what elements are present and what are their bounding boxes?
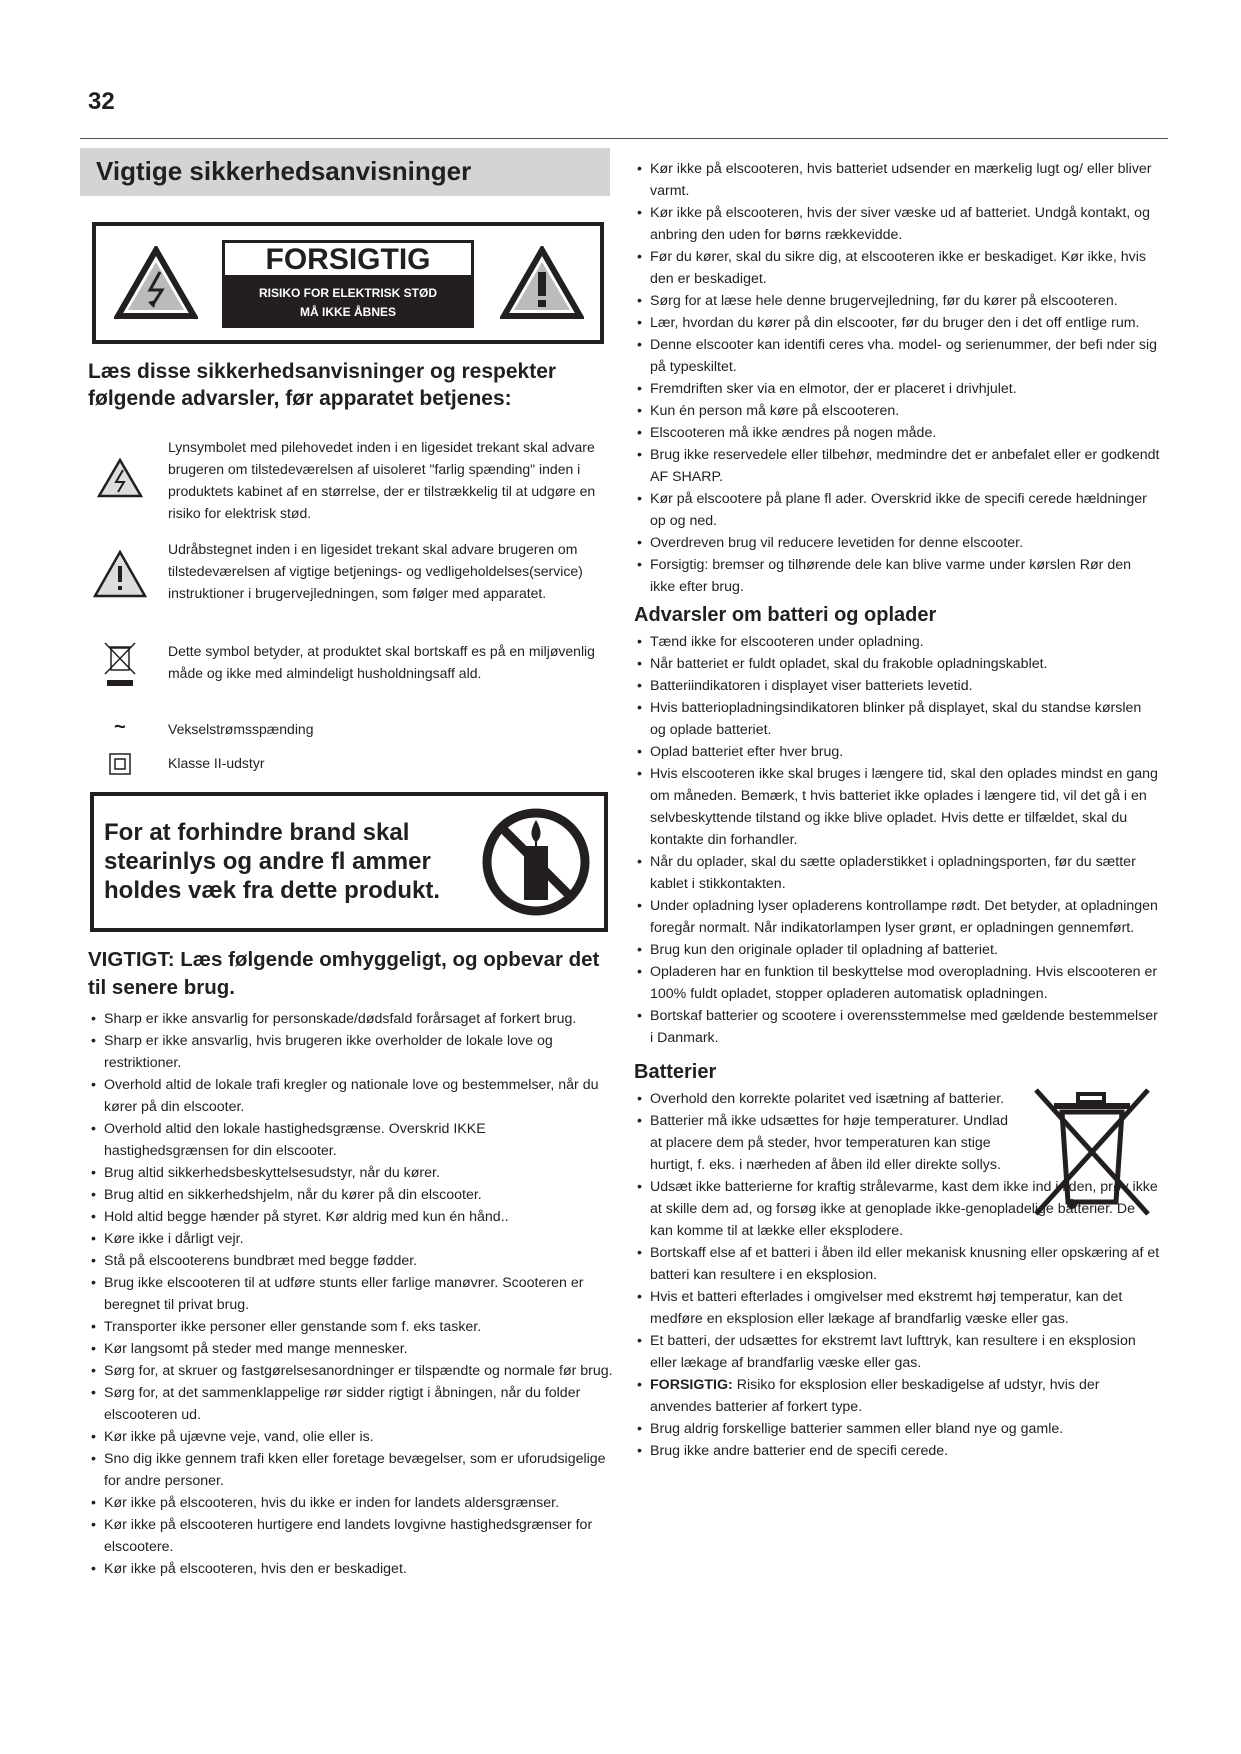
battery-charger-list <box>634 631 1160 1049</box>
list-item: • Køre ikke i dårligt vejr. <box>88 1228 614 1250</box>
list-item: • Batteriindikatoren i displayet viser batteriets levetid. <box>634 675 1160 697</box>
title-bar <box>80 148 610 196</box>
list-item: • Kør ikke på elscooteren, hvis batteriet udsender en mærkelig lugt og/ eller bliver varmt. <box>634 158 1160 202</box>
list-item: • Før du kører, skal du sikre dig, at elscooteren ikke er beskadiget. Kør ikke, hvis den er beskadiget. <box>634 246 1160 290</box>
list-item: • Kør på elscootere på plane fl ader. Overskrid ikke de specifi cerede hældninger op og ned. <box>634 488 1160 532</box>
list-item: • Et batteri, der udsættes for ekstremt lavt lufttryk, kan resultere i en eksplosion eller lækage af brandfarlig væske eller gas. <box>634 1330 1160 1374</box>
symbol-row <box>92 640 612 710</box>
batteries-heading: Batterier <box>634 1061 717 1083</box>
list-item: • Overhold altid de lokale trafi kregler og nationale love og bestemmelser, når du kører på din elscooter. <box>88 1074 614 1118</box>
symbol-text: Dette symbol betyder, at produktet skal bortskaff es på en miljøvenlig måde og ikke med almindeligt husholdningsaff ald. <box>168 643 595 681</box>
symbol-row <box>92 436 612 526</box>
battery-charger-heading: Advarsler om batteri og oplader <box>634 604 937 626</box>
list-item: • Fremdriften sker via en elmotor, der er placeret i drivhjulet. <box>634 378 1160 400</box>
list-item: • Kør ikke på elscooteren, hvis den er beskadiget. <box>88 1558 614 1580</box>
important-section <box>88 946 614 1580</box>
list-item: • Tænd ikke for elscooteren under opladning. <box>634 631 1160 653</box>
class-ii-icon <box>92 753 148 781</box>
list-item: • Oplad batteriet efter hver brug. <box>634 741 1160 763</box>
list-item: • Udsæt ikke batterierne for kraftig strålevarme, kast dem ikke ind i ilden, prøv ikke at skille dem ad, og forsøg ikke at genoplade ikke-genopladelige batterier. De kan komme til at lække eller eksplodere. <box>634 1176 1160 1242</box>
list-item: • Når batteriet er fuldt opladet, skal du frakoble opladningskablet. <box>634 653 1160 675</box>
symbol-row <box>92 718 612 742</box>
list-item: • Overhold den korrekte polaritet ved isætning af batterier. <box>634 1088 1160 1110</box>
exclamation-triangle-icon <box>92 550 148 604</box>
batteries-list-end <box>634 1418 1160 1462</box>
list-item: • Kør ikke på elscooteren hurtigere end landets lovgivne hastighedsgrænser for elscootere. <box>88 1514 614 1558</box>
header-rule <box>80 138 1168 139</box>
warning-text-block <box>222 240 474 332</box>
list-item: • Denne elscooter kan identifi ceres vha. model- og serienummer, der befi nder sig på typeskiltet. <box>634 334 1160 378</box>
list-item: • Hvis batteriopladningsindikatoren blinker på displayet, skal du standse kørslen og oplade batteriet. <box>634 697 1160 741</box>
lightning-triangle-icon <box>92 458 148 504</box>
list-item: • Sørg for at læse hele denne brugervejledning, før du kører på elscooteren. <box>634 290 1160 312</box>
page-title: Vigtige sikkerhedsanvisninger <box>96 156 472 186</box>
batteries-list <box>634 1088 1160 1374</box>
warning-label <box>92 222 604 344</box>
list-item: • Batterier må ikke udsættes for høje temperaturer. Undlad at placere dem på steder, hvor temperaturen kan stige hurtigt, f. eks. i nærheden af åben ild eller direkte sollys. <box>634 1110 1160 1176</box>
important-heading: VIGTIGT: Læs følgende omhyggeligt, og opbevar det til senere brug. <box>88 948 600 999</box>
symbol-row <box>92 752 612 778</box>
list-item: • Lær, hvordan du kører på din elscooter, før du bruger den i det off entlige rum. <box>634 312 1160 334</box>
list-item: • Når du oplader, skal du sætte opladerstikket i opladningsporten, før du sætter kablet i stikkontakten. <box>634 851 1160 895</box>
caution-text: Risiko for eksplosion eller beskadigelse af udstyr, hvis der anvendes batterier af forkert type. <box>650 1377 1100 1415</box>
warning-line2: MÅ IKKE ÅBNES <box>299 305 396 319</box>
right-column <box>634 158 1160 1462</box>
list-item: • Kør ikke på elscooteren, hvis der siver væske ud af batteriet. Undgå kontakt, og anbring den uden for børns rækkevidde. <box>634 202 1160 246</box>
list-item: • Brug ikke reservedele eller tilbehør, medmindre det er anbefalet eller er godkendt AF SHARP. <box>634 444 1160 488</box>
list-item: • Hvis elscooteren ikke skal bruges i længere tid, skal den oplades mindst en gang om måneden. Bemærk, t hvis batteriet ikke oplades i længere tid, vil det gå i en selvbeskyttende tilstand og ikke blive opladet. Hvis dette er tilfældet, skal du kontakte din forhandler. <box>634 763 1160 851</box>
batteries-block <box>634 1088 1160 1462</box>
warning-line1: RISIKO FOR ELEKTRISK STØD <box>258 286 437 300</box>
safety-list <box>634 158 1160 598</box>
list-item: • Brug altid sikkerhedsbeskyttelsesudstyr, når du kører. <box>88 1162 614 1184</box>
list-item: • Elscooteren må ikke ændres på nogen måde. <box>634 422 1160 444</box>
caution-label: FORSIGTIG: <box>650 1377 733 1393</box>
intro-heading: Læs disse sikkerhedsanvisninger og respekter følgende advarsler, før apparatet betjenes: <box>88 360 557 410</box>
crossed-bin-icon <box>92 640 148 696</box>
list-item: • Transporter ikke personer eller genstande som f. eks tasker. <box>88 1316 614 1338</box>
fire-warning-box <box>90 792 608 932</box>
list-item: • Brug ikke elscooteren til at udføre stunts eller farlige manøvrer. Scooteren er beregnet til privat brug. <box>88 1272 614 1316</box>
safety-list <box>88 1008 614 1580</box>
list-item: • Brug altid en sikkerhedshjelm, når du kører på din elscooter. <box>88 1184 614 1206</box>
list-item: • Overdreven brug vil reducere levetiden for denne elscooter. <box>634 532 1160 554</box>
list-item: • Hold altid begge hænder på styret. Kør aldrig med kun én hånd.. <box>88 1206 614 1228</box>
warning-heading: FORSIGTIG <box>222 240 474 278</box>
list-item: • Opladeren har en funktion til beskyttelse mod overopladning. Hvis elscooteren er 100% fuldt opladet, stopper opladeren automatisk opladningen. <box>634 961 1160 1005</box>
list-item: • Forsigtig: bremser og tilhørende dele kan blive varme under kørslen Rør den ikke efter brug. <box>634 554 1160 598</box>
symbol-row <box>92 538 612 628</box>
list-item: • Kun én person må køre på elscooteren. <box>634 400 1160 422</box>
ac-icon: ~ <box>114 716 126 738</box>
exclamation-triangle-icon <box>500 246 584 320</box>
list-item: • Brug aldrig forskellige batterier sammen eller bland nye og gamle. <box>634 1418 1160 1440</box>
list-item <box>634 1374 1160 1418</box>
list-item: • Bortskaf batterier og scootere i overensstemmelse med gældende bestemmelser i Danmark. <box>634 1005 1160 1049</box>
list-item: • Hvis et batteri efterlades i omgivelser med ekstremt høj temperatur, kan det medføre en eksplosion eller lækage af brandfarlig væske eller gas. <box>634 1286 1160 1330</box>
list-item: • Overhold altid den lokale hastighedsgrænse. Overskrid IKKE hastighedsgrænsen for din elscooter. <box>88 1118 614 1162</box>
list-item: • Sørg for, at det sammenklappelige rør sidder rigtigt i åbningen, når du folder elscooteren ud. <box>88 1382 614 1426</box>
symbol-text: Vekselstrømsspænding <box>168 721 314 737</box>
list-item: • Sharp er ikke ansvarlig, hvis brugeren ikke overholder de lokale love og restriktioner. <box>88 1030 614 1074</box>
list-item: • Sharp er ikke ansvarlig for personskade/dødsfald forårsaget af forkert brug. <box>88 1008 614 1030</box>
caution-list <box>634 1374 1160 1418</box>
warning-subtext <box>222 278 474 328</box>
no-candle-icon <box>480 806 592 918</box>
list-item: • Bortskaff else af et batteri i åben ild eller mekanisk knusning eller opskæring af et batteri kan resultere i en eksplosion. <box>634 1242 1160 1286</box>
symbol-text: Udråbstegnet inden i en ligesidet trekant skal advare brugeren om tilstedeværelsen af vigtige betjenings- og vedligeholdelses(service) instruktioner i brugervejledningen, som følger med apparatet. <box>168 541 583 601</box>
list-item: • Sno dig ikke gennem trafi kken eller foretage bevægelser, som er uforudsigelige for andre personer. <box>88 1448 614 1492</box>
list-item: • Brug ikke andre batterier end de specifi cerede. <box>634 1440 1160 1462</box>
list-item: • Brug kun den originale oplader til opladning af batteriet. <box>634 939 1160 961</box>
list-item: • Kør ikke på elscooteren, hvis du ikke er inden for landets aldersgrænser. <box>88 1492 614 1514</box>
list-item: • Kør ikke på ujævne veje, vand, olie eller is. <box>88 1426 614 1448</box>
list-item: • Stå på elscooterens bundbræt med begge fødder. <box>88 1250 614 1272</box>
symbol-text: Klasse II-udstyr <box>168 755 265 771</box>
list-item: • Sørg for, at skruer og fastgørelsesanordninger er tilspændte og normale før brug. <box>88 1360 614 1382</box>
list-item: • Under opladning lyser opladerens kontrollampe rødt. Det betyder, at opladningen foregår normalt. Når indikatorlampen lyser grønt, er opladningen gennemført. <box>634 895 1160 939</box>
list-item: • Kør langsomt på steder med mange mennesker. <box>88 1338 614 1360</box>
lightning-triangle-icon <box>114 246 198 320</box>
page-number: 32 <box>88 88 115 115</box>
fire-warning-text: For at forhindre brand skal stearinlys og andre fl ammer holdes væk fra dette produkt. <box>104 819 441 904</box>
symbol-text: Lynsymbolet med pilehovedet inden i en ligesidet trekant skal advare brugeren om tilstedeværelsen af uisoleret "farlig spænding" inden i produktets kabinet af en størrelse, der er tilstrækkelig til at udgøre en risiko for elektrisk stød. <box>168 439 596 521</box>
